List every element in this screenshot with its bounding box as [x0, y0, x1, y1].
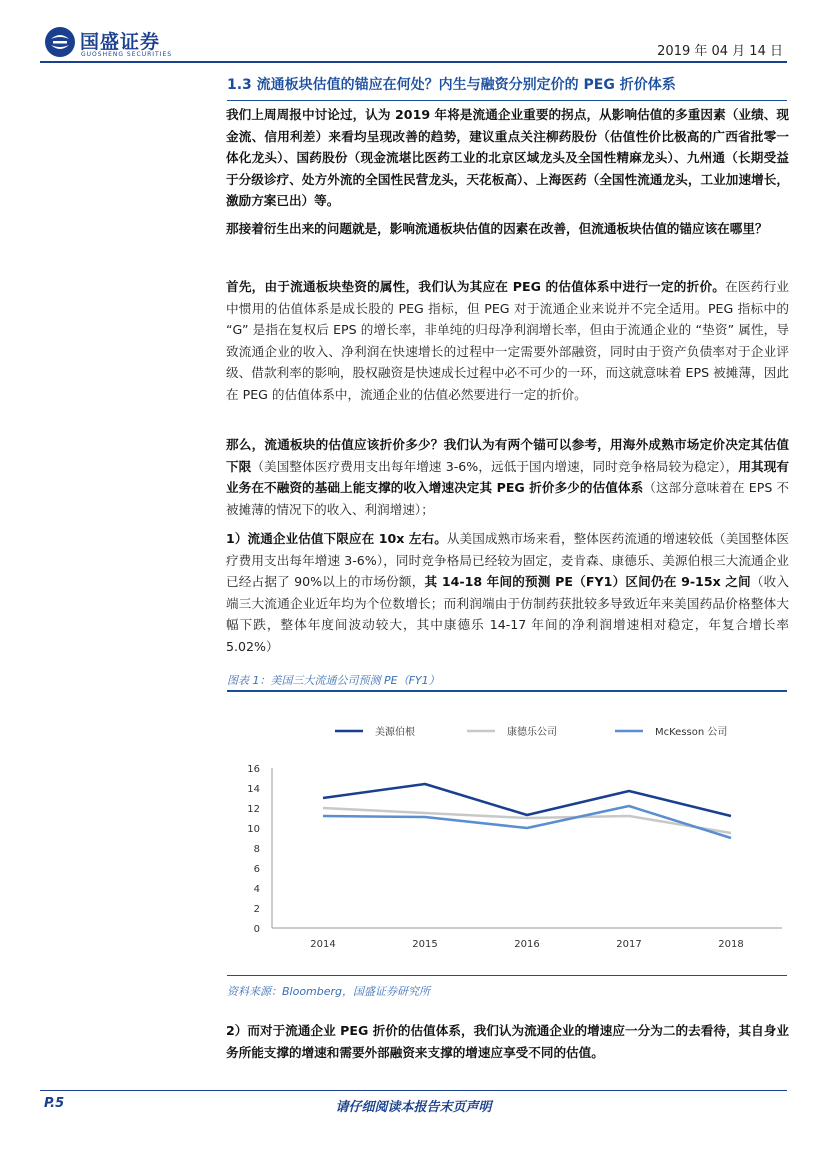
- y-tick-label: 8: [253, 844, 260, 855]
- y-tick-label: 6: [253, 864, 260, 875]
- y-tick-label: 16: [247, 764, 260, 775]
- y-axis: [247, 764, 272, 935]
- y-tick-label: 0: [253, 924, 260, 935]
- paragraph-2: [226, 218, 789, 240]
- y-tick-label: 4: [253, 884, 260, 895]
- legend-label-2: 康德乐公司: [507, 727, 557, 738]
- paragraph-3-bold: 首先，由于流通板块垫资的属性，我们认为其应在 PEG 的估值体系中进行一定的折价。: [226, 279, 726, 294]
- company-logo: [44, 26, 194, 60]
- logo-icon: [44, 26, 76, 58]
- paragraph-4: [226, 434, 789, 520]
- paragraph-4-text-1: （美国整体医疗费用支出每年增速 3-6%，远低于国内增速，同时竞争格局较为稳定），: [251, 458, 739, 474]
- paragraph-5: [226, 528, 789, 658]
- x-axis: [272, 928, 782, 950]
- paragraph-5-bold-2: 其 14-18 年间的预测 PE（FY1）区间仍在 9-15x 之间: [424, 574, 751, 590]
- y-tick-label: 10: [247, 824, 260, 835]
- paragraph-4-bold-2: 用其现有业务在不融资的基础上能支撑的收入增速决定其 PEG 折价多少的估值体系: [226, 458, 790, 496]
- paragraph-2-text: 那接着衍生出来的问题就是，影响流通板块估值的因素在改善，但流通板块估值的锚应该在哪里？: [226, 221, 768, 236]
- paragraph-6-text: 2）而对于流通企业 PEG 折价的估值体系，我们认为流通企业的增速应一分为二的去看待，其自身业务所能支撑的增速和需要外部融资来支撑的增速应享受不同的估值。: [226, 1023, 789, 1060]
- section-title: 1.3 流通板块估值的锚应在何处？内生与融资分别定价的 PEG 折价体系: [227, 77, 676, 93]
- brand-name: 国盛证券: [80, 31, 161, 53]
- brand-name-en: GUOSHENG SECURITIES: [81, 51, 173, 58]
- footer-divider: [40, 1090, 787, 1091]
- paragraph-1: [226, 104, 789, 212]
- paragraph-5-text-1: 从美国成熟市场来看，整体医药流通的增速较低（美国整体医疗费用支出每年增速 3-6%），同时竞争格局已经较为固定，麦肯森、康德乐、美源伯根三大流通企业已经占据了 90%以上的市场份额，: [226, 531, 790, 590]
- paragraph-1-text: 我们上周周报中讨论过，认为 2019 年将是流通企业重要的拐点，从影响估值的多重因素（业绩、现金流、信用利差）来看均呈现改善的趋势，建议重点关注柳药股份（估值性价比极高的广西省批零一体化龙头）、国药股份（现金流堪比医药工业的北京区域龙头及全国性精麻龙头）、九州通（长期受益于分级诊疗、处方外流的全国性民营龙头，天花板高）、上海医药（全国性流通龙头，工业加速增长，激励方案已出）等。: [226, 107, 789, 209]
- y-tick-label: 2: [253, 904, 260, 915]
- paragraph-4-text-2: （这部分意味着在 EPS 不被摊薄的情况下的收入、利润增速）；: [226, 480, 789, 517]
- y-tick-label: 14: [247, 784, 260, 795]
- x-tick-label: 2014: [310, 939, 336, 950]
- paragraph-3-text: 在医药行业中惯用的估值体系是成长股的 PEG 指标，但 PEG 对于流通企业来说并不完全适用。PEG 指标中的 “G” 是指在复权后 EPS 的增长率，非单纯的归母净利润增长率，但由于流通企业的 “垫资” 属性，导致流通企业的收入、净利润在快速增长的过程中一定需要外部融资，同时由于资产负债率对于企业评级、借款利率的影响，股权融资是快速成长过程中必不可少的一环，而这就意味着 EPS 被摊薄，因此在 PEG 的估值体系中，流通企业的估值必然要进行一定的折价。: [226, 279, 789, 402]
- x-tick-label: 2017: [616, 939, 642, 950]
- header-divider: [40, 61, 787, 63]
- page-header: [0, 0, 827, 70]
- figure-source: 资料来源：Bloomberg，国盛证券研究所: [227, 985, 431, 998]
- page-number: P.5: [44, 1096, 65, 1111]
- chart-legend: [335, 725, 727, 738]
- legend-label-1: 美源伯根: [375, 727, 415, 738]
- paragraph-4-bold-1: 那么，流通板块的估值应该折价多少？我们认为有两个锚可以参考，用海外成熟市场定价决定其估值下限: [226, 437, 789, 474]
- pe-line-chart: [227, 700, 787, 970]
- legend-label-3: McKesson 公司: [655, 727, 728, 738]
- section-title-rule: [227, 100, 787, 101]
- figure-caption: 图表 1：美国三大流通公司预测 PE（FY1）: [227, 674, 440, 687]
- paragraph-5-text-2: （收入端三大流通企业近年均为个位数增长；而利润端由于仿制药获批较多导致近年来美国药品价格整体大幅下跌，整体年度间波动较大，其中康德乐 14-17 年间的净利润增速相对稳定，年复合增长率 5.02%）: [226, 574, 789, 654]
- x-tick-label: 2015: [412, 939, 438, 950]
- x-tick-label: 2016: [514, 939, 540, 950]
- paragraph-5-bold-1: 1）流通企业估值下限应在 10x 左右。: [226, 531, 447, 546]
- paragraph-3: [226, 276, 789, 406]
- y-tick-label: 12: [247, 804, 260, 815]
- footer-disclaimer: 请仔细阅读本报告末页声明: [335, 1100, 492, 1115]
- chart-series: [323, 784, 731, 838]
- paragraph-6: [226, 1020, 789, 1063]
- figure-top-rule: [227, 690, 787, 692]
- x-tick-label: 2018: [718, 939, 744, 950]
- report-date: 2019 年 04 月 14 日: [657, 44, 783, 59]
- figure-bottom-rule: [227, 975, 787, 976]
